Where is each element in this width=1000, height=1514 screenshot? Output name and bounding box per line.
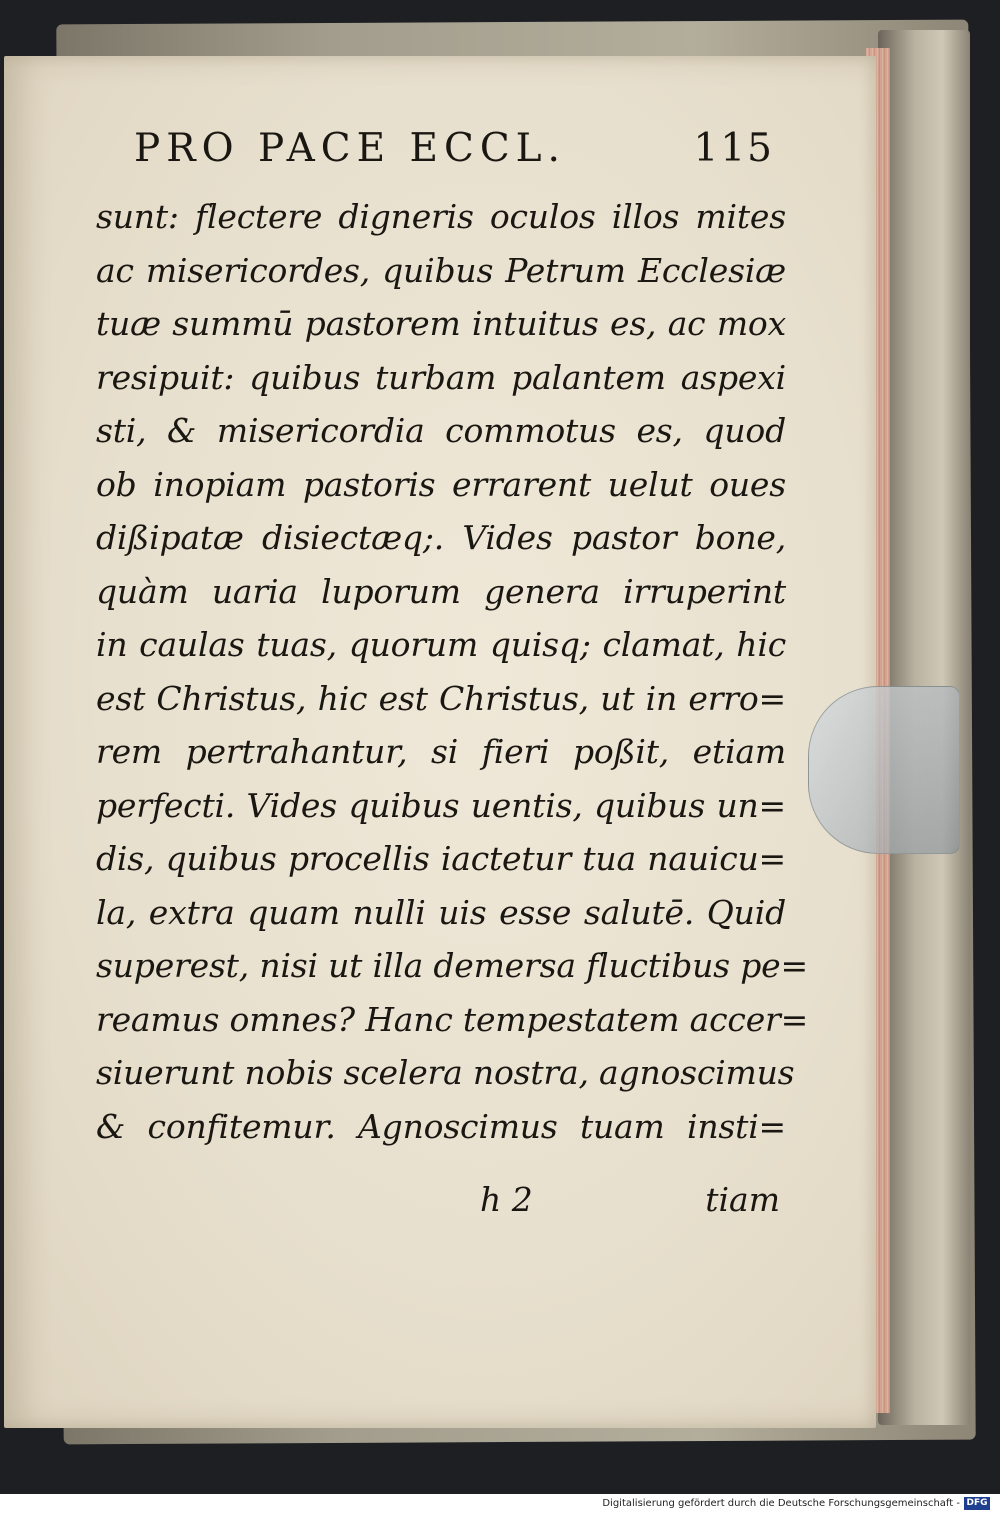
text-line: quàm uaria luporum genera irruperint xyxy=(96,571,786,611)
text-line: dis, quibus procellis iactetur tua nauicu= xyxy=(96,839,786,878)
credit-bar xyxy=(0,1494,1000,1514)
credit-text: Digitalisierung gefördert durch die Deutsche Forschungsgemeinschaft - xyxy=(602,1498,960,1509)
text-line: dißipatæ disiectæq;. Vides pastor bone, xyxy=(96,518,786,557)
text-line: ac misericordes, quibus Petrum Ecclesiæ xyxy=(96,250,786,290)
book-clasp xyxy=(808,686,960,854)
running-title: PRO PACE ECCL. xyxy=(134,126,566,171)
dfg-logo: DFG xyxy=(964,1497,990,1510)
text-line: est Christus, hic est Christus, ut in erro= xyxy=(96,678,786,718)
page-number: 115 xyxy=(693,126,774,171)
signature-mark: h 2 xyxy=(480,1180,533,1219)
text-line: resipuit: quibus turbam palantem aspexi xyxy=(96,357,786,397)
text-line: in caulas tuas, quorum quisq; clamat, hic xyxy=(96,625,786,664)
catchword: tiam xyxy=(705,1180,780,1219)
text-line: reamus omnes? Hanc tempestatem accer= xyxy=(96,999,809,1039)
text-line: ob inopiam pastoris errarent uelut oues xyxy=(96,464,786,504)
running-head xyxy=(134,126,774,182)
text-line: sunt: flectere digneris oculos illos mites xyxy=(96,197,786,236)
text-line: superest, nisi ut illa demersa fluctibus pe= xyxy=(96,946,808,985)
text-line: perfecti. Vides quibus uentis, quibus un= xyxy=(96,785,786,825)
text-line: sti, & misericordia commotus es, quod xyxy=(96,411,786,450)
text-line: tuæ summū pastorem intuitus es, ac mox xyxy=(96,304,786,343)
page-footer xyxy=(480,1180,780,1230)
text-block xyxy=(96,190,809,1153)
text-line: & confitemur. Agnoscimus tuam insti= xyxy=(96,1106,786,1146)
text-line: siuerunt nobis scelera nostra, agnoscimus xyxy=(96,1053,795,1092)
text-line: rem pertrahantur, si fieri poßit, etiam xyxy=(96,732,786,771)
text-line: la, extra quam nulli uis esse salutē. Quid xyxy=(96,892,786,932)
